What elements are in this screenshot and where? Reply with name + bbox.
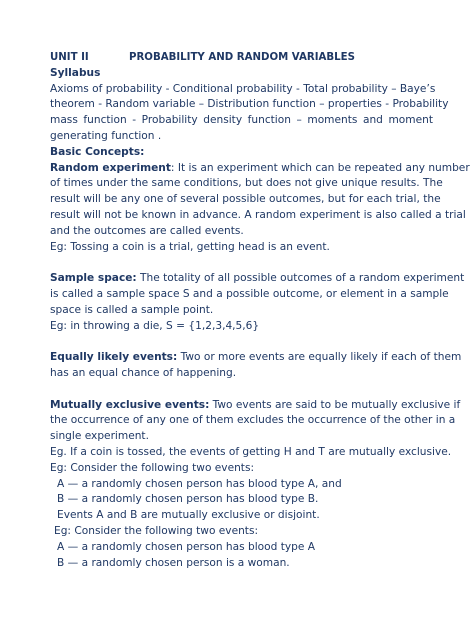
sample-space-example: Eg: in throwing a die, S = {1,2,3,4,5,6} [50, 319, 260, 332]
equally-likely-line: has an equal chance of happening. [50, 366, 237, 379]
mutually-exclusive-term: Mutually exclusive events: [50, 398, 210, 411]
mutually-exclusive-example-intro: Eg: Consider the following two events: [50, 461, 255, 474]
paragraph-spacer [50, 255, 433, 271]
sample-space-paragraph-first-line [50, 271, 465, 287]
random-experiment-line: of times under the same conditions, but does not give unique results. The [50, 177, 443, 190]
example-event-item: A — a randomly chosen person has blood type A [57, 540, 316, 553]
sample-space-term: Sample space: [50, 272, 137, 285]
mutually-exclusive-paragraph-first-line [50, 398, 461, 414]
random-experiment-line: result will not be known in advance. A random experiment is also called a trial [50, 208, 466, 221]
example-event-item: A — a randomly chosen person has blood type A, and [57, 477, 342, 490]
sample-space-definition-start: The totality of all possible outcomes of a random experiment [136, 272, 465, 285]
mutually-exclusive-coin-example: Eg. If a coin is tossed, the events of getting H and T are mutually exclusive. [50, 445, 452, 458]
sample-space-line: space is called a sample point. [50, 303, 214, 316]
equally-likely-paragraph-first-line [50, 350, 462, 366]
sample-space-line: is called a sample space S and a possible outcome, or element in a sample [50, 287, 449, 300]
paragraph-spacer [50, 334, 433, 350]
example2-intro: Eg: Consider the following two events: [54, 524, 259, 537]
basic-concepts-heading: Basic Concepts: [50, 145, 145, 158]
mutually-exclusive-definition-start: Two events are said to be mutually exclusive if [209, 398, 461, 411]
example-conclusion: Events A and B are mutually exclusive or disjoint. [57, 509, 320, 522]
random-experiment-line: result will be any one of several possible outcomes, but for each trial, the [50, 193, 441, 206]
random-experiment-paragraph-first-line [50, 161, 470, 177]
unit-title: PROBABILITY AND RANDOM VARIABLES [129, 52, 355, 63]
syllabus-line: Axioms of probability - Conditional probability - Total probability – Baye’s [50, 82, 436, 95]
document-page [50, 50, 470, 571]
example-event-item: B — a randomly chosen person has blood type B. [57, 493, 319, 506]
mutually-exclusive-line: single experiment. [50, 430, 149, 443]
unit-number: UNIT II [50, 52, 89, 63]
random-experiment-example: Eg: Tossing a coin is a trial, getting head is an event. [50, 240, 330, 253]
syllabus-line: generating function . [50, 129, 162, 142]
random-experiment-line: and the outcomes are called events. [50, 224, 244, 237]
random-experiment-term: Random experiment [50, 161, 171, 174]
syllabus-line: mass function - Probability density function – moments and moment [50, 114, 433, 127]
syllabus-line: theorem - Random variable – Distribution function – properties - Probability [50, 98, 449, 111]
random-experiment-definition-start: : It is an experiment which can be repeated any number [170, 161, 470, 174]
unit-heading [50, 50, 433, 66]
example-event-item: B — a randomly chosen person is a woman. [57, 556, 290, 569]
equally-likely-term: Equally likely events: [50, 351, 178, 364]
syllabus-heading: Syllabus [50, 66, 101, 79]
equally-likely-definition-start: Two or more events are equally likely if each of them [177, 351, 462, 364]
paragraph-spacer [50, 382, 433, 398]
mutually-exclusive-line: the occurrence of any one of them excludes the occurrence of the other in a [50, 414, 456, 427]
